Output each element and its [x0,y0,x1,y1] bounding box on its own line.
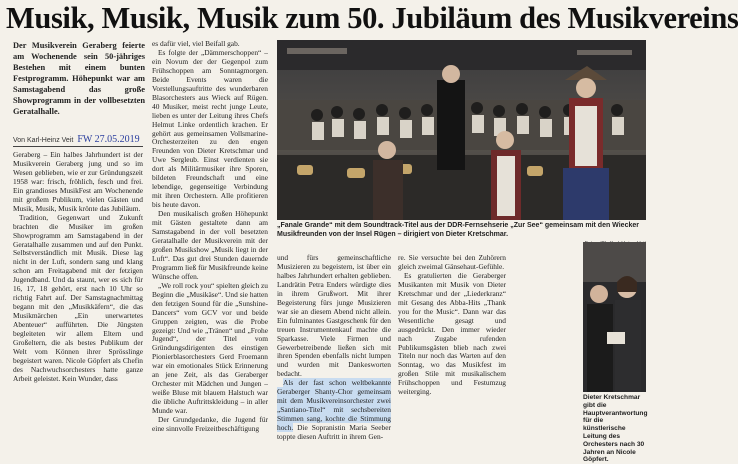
column-paragraph: Den musikalisch großen Höhepunkt mit Gästen gestaltete dann am Samstagabend in der voll besetzten Geratalhalle der Musikverein mit der großen Musikshow „Musik liegt in der Luft“. Das gut drei Stunden dauernde Programm ließ für Musikfreunde keine Wünsche offen. [152,209,268,281]
text-column-4 [398,254,506,424]
byline-rule [13,146,143,147]
handwritten-date-note: FW 27.05.2019 [77,134,140,145]
article-byline [13,135,145,145]
column-paragraph: Tradition, Gegenwart und Zukunft brachten die Musiker im großen Showprogramm am Samstagabend in der Geratalhalle zusammen und auf den Punkt. Selbstverständlich mit Musik. Diese lag nicht in der Luft, sondern sang und klang schon am Freitagabend mit der fetzigen Jugendband. Und da staunt, wer es sich für 16, 17, 18 gehört, erst nach 10 Uhr so richtig Fahrt auf. Der Samstagnachmittag begann mit den „Musikkäfern“, die das Musikmärchen „Ein unerwartetes Abenteuer“ aufführten. Die Jüngsten begleiteten wir allem Eltern und Großeltern, die als bestes Publikum der Welt vom Können ihrer Sprösslinge begeistert waren. Nicole Göpfert als Chefin des Nachwuchsorchesters hatte ganze Arbeit geleistet. Kein Wunder, dass [13,212,143,383]
column-paragraph: re. Sie versuchte bei den Zuhörern gleich zweimal Gänsehaut-Gefühle. [398,253,506,271]
highlighted-passage: Als der fast schon weltbekannte Geraberger Shanty-Chor gemeinsam mit dem Musikvereinsorchester zwei „Santiano-Titel“ mit sechsbereiten Stimmen sang, kochte die Stimmung hoch. [277,378,391,433]
byline-author: Von Karl-Heinz Veit [13,137,74,144]
conductor-photo-image [583,242,646,392]
text-column-3 [277,253,391,442]
column-paragraph: und fürs gemeinschaftliche Musizieren zu begeistern, ist über ein halbes Jahrhundert erhalten geblieben. Landrätin Petra Enders würdigte dies in ihrem Grußwort. Mit ihrer Begeisterung fürs junge Musizieren war sie an diesem Abend nicht allein. Ein fulminantes Gastgeschenk für den treuen Instrumentenkauf machte die Sparkasse. Viele Firmen und Gewerbetreibende ließen sich mit ihren Spenden ebenfalls nicht lumpen und wurden mit Dankesworten bedacht. [277,253,391,379]
column-paragraph: Geraberg – Ein halbes Jahrhundert ist der Musikverein Geraberg jung und so im Wesen geblieben, wie er zur Gründungszeit 1958 war: frisch, fröhlich, fesch und frei. Ein grandioses MusikFest am Wochenende mit großem Publikum, vielen Gästen und Musik, Musik, Musik krönte das Jubiläum. [13,150,143,213]
text-column-2 [152,39,268,433]
main-photo-caption: „Fanale Grande“ mit dem Soundtrack-Titel aus der DDR-Fernsehserie „Zur See“ gemeinsam mit den Wiecker Musikfreunden von der Insel Rügen – dirigiert von Dieter Kretschmar. [277,222,639,238]
text-column-1 [13,151,143,424]
conductor-photo-caption: Dieter Kretschmar gibt die Hauptverantwortung für die künstlerische Leitung des Orchesters nach 30 Jahren an Nicole Göpfert. [583,394,648,464]
column-paragraph: Es gratulierten die Geraberger Musikanten mit Musik von Dieter Kretschmar und der „Liederkranz“ mit Gesang des Abba-Hits „Thank you for the Music“. Dann war das Wesentliche gesagt und ausgedrückt. Den immer wieder nach Zugabe rufenden Publikumsgästen blieb nach zwei Titeln nur noch das Warten auf den Sonntag, wo das Musikfest im großen Stile mit musikalischem Frühschoppen und Festumzug weiterging. [398,270,506,397]
passage-continuation: Die Sopranistin Maria Seeber toppte diesen Auftritt in ihrem Gen- [277,423,391,442]
concert-photo-image [277,40,646,220]
column-paragraph: Es folgte der „Dämmerschoppen“ – ein Novum der der Gegenpol zum Frühschoppen am Sonntagmorgen. Beide Events waren die Vorstellungsauftritte des wunderbaren Blasorchesters aus Wieck auf Rügen. 40 Musiker, meist recht junge Leute, lieben es unter der Leitung ihres Chefs Helmut Linke ordentlich krachen. Er gehört aus gemeinsamen Vollsmarine-Orchesterzeiten zu den engen Freunden von Dieter Kretschmar und Uwe Sergleub. Einst verdienten sie dort als Militärmusiker ihre Sporen, bildeten Freundschaft und eine lebendige, gegenseitige Verbindung mit ihren Orchestern. Alle profitieren bis heute davon. [152,47,268,210]
column-paragraph [277,379,391,442]
column-paragraph: „We roll rock you“ spielten gleich zu Beginn die „Musikäse“. Und sie hatten den fetzigen Sound für die „Sunshine-Dancers“ vom GCV vor und beide Gruppen zeigten, was die Probe gezeigt: Und wie „Tränen“ und „Frohe Jugend“, der Titel vom Gründungsdirigenten des einstigen Pionierblasorchesters Gerd Froemann war ein emotionales Stück Erinnerung an jene Zeit, als das Geraberger Orchester mit Mädchen und Jungen – weiße Bluse mit blauem Halstuch war die übliche Auftrittskleidung – in aller Munde war. [152,280,268,416]
concert-photo [277,40,646,220]
article-lead [13,40,145,117]
conductor-photo [583,242,646,392]
article-headline: Musik, Musik, Musik zum 50. Jubiläum des Musikvereins [6,1,738,35]
column-paragraph: Der Grundgedanke, die Jugend für eine sinnvolle Freizeitbeschäftigung [152,415,268,433]
column-paragraph: es dafür viel, viel Beifall gab. [152,39,240,48]
lead-paragraph: Der Musikverein Geraberg feierte am Wochenende sein 50-jähriges Bestehen mit einem bunten Festprogramm. Höhepunkt war am Samstagabend das große Showprogramm in der vollbesetzten Geratalhalle. [13,41,145,116]
